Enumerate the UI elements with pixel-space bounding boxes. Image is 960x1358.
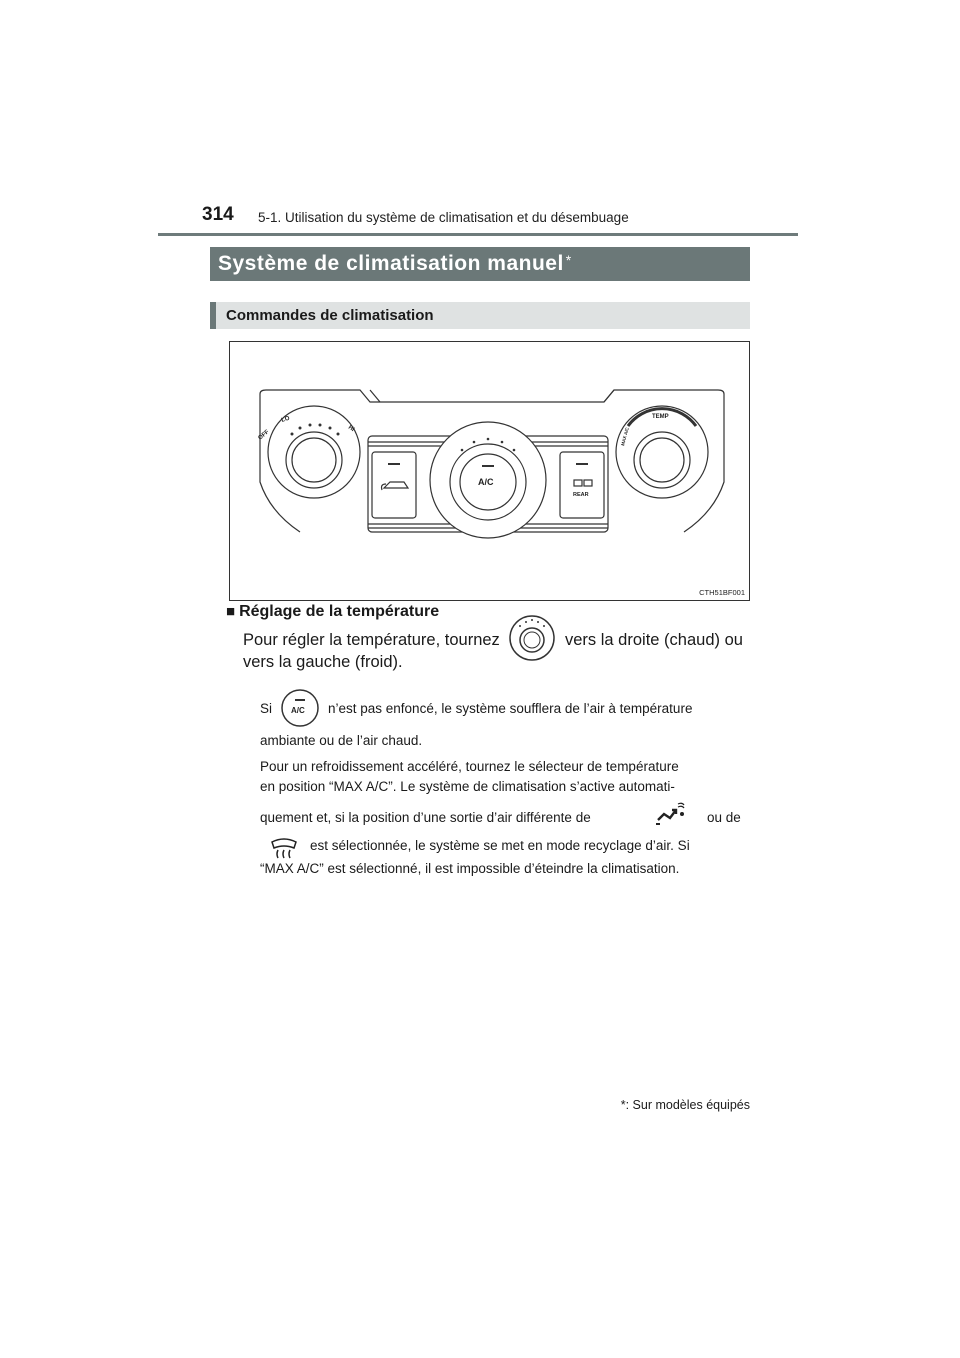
note2-line3-end: ou de	[707, 810, 741, 825]
section-title-text: Système de climatisation manuel	[218, 252, 564, 275]
temperature-knob-icon	[508, 614, 556, 662]
label-ac: A/C	[478, 477, 494, 487]
label-rear: REAR	[573, 492, 589, 498]
ac-icon-label: A/C	[291, 706, 305, 715]
temp-line1-start: Pour régler la température, tournez	[243, 631, 500, 649]
temperature-heading	[226, 603, 439, 621]
square-bullet-icon: ■	[226, 603, 236, 620]
note2-line3-start: quement et, si la position d’une sortie d’air différente de	[260, 810, 591, 825]
figure-code: CTH51BF001	[699, 588, 745, 597]
footnote-mark: *	[620, 1098, 626, 1112]
note2-line2: en position “MAX A/C”. Le système de climatisation s’active automati-	[260, 779, 675, 794]
climate-panel-illustration	[230, 342, 749, 600]
page-number: 314	[202, 204, 234, 225]
footnote-text: : Sur modèles équipés	[625, 1098, 750, 1112]
label-hi: HI	[346, 424, 356, 434]
footnote	[621, 1098, 750, 1112]
label-lo: LO	[280, 415, 291, 424]
note2-line1: Pour un refroidissement accéléré, tournez le sélecteur de température	[260, 759, 679, 774]
ac-button-icon	[280, 688, 320, 728]
note2-line4: est sélectionnée, le système se met en mode recyclage d’air. Si	[310, 838, 690, 853]
defrost-icon	[268, 836, 300, 862]
vent-mode-icon	[652, 800, 688, 830]
note1-cont: ambiante ou de l’air chaud.	[260, 733, 423, 748]
subsection-title: Commandes de climatisation	[210, 302, 750, 329]
section-title	[210, 247, 750, 281]
label-temp: TEMP	[652, 414, 669, 420]
temperature-heading-text: Réglage de la température	[239, 603, 440, 620]
note1-end: n’est pas enfoncé, le système soufflera de l’air à température	[328, 701, 693, 716]
temp-line2: vers la gauche (froid).	[243, 653, 403, 671]
note2-line5: “MAX A/C” est sélectionné, il est impossible d’éteindre la climatisation.	[260, 861, 680, 876]
section-title-mark: *	[565, 252, 572, 268]
chapter-title: 5-1. Utilisation du système de climatisation et du désembuage	[258, 210, 629, 225]
label-max-ac: MAX A/C	[620, 426, 630, 447]
note1-start: Si	[260, 701, 273, 716]
label-off: OFF	[257, 429, 271, 442]
control-panel-figure	[229, 341, 750, 601]
temp-line1-end: vers la droite (chaud) ou	[565, 631, 743, 649]
header-rule	[158, 233, 798, 236]
